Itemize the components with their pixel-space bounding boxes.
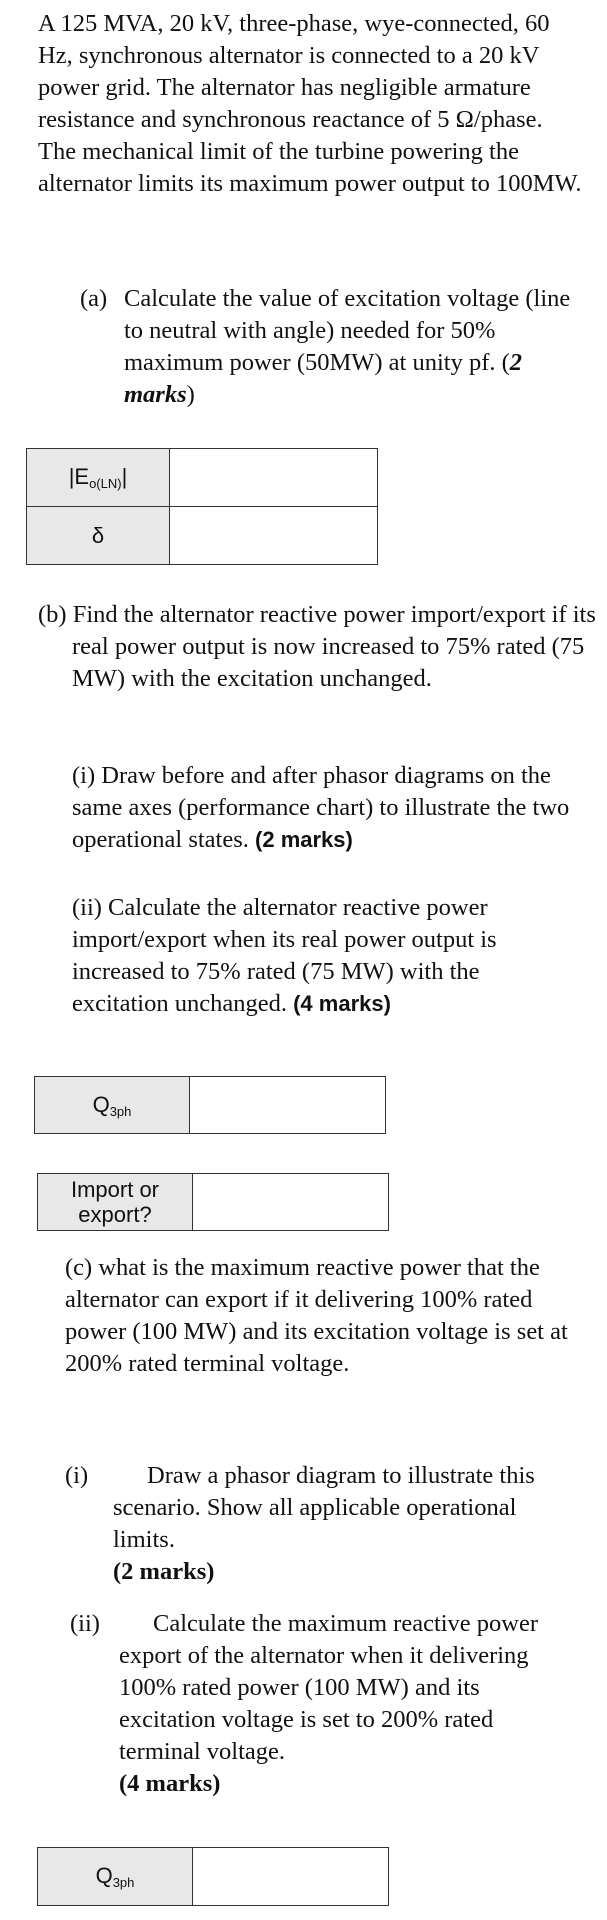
- answer-table-b-q: [34, 1076, 386, 1134]
- part-a: [80, 283, 590, 411]
- import-export-label: Import or export?: [38, 1174, 193, 1231]
- part-b-i-marks: (2 marks): [255, 827, 353, 852]
- part-b-i: (i) Draw before and after phasor diagrams on the same axes (performance chart) to illustrate the two operational states. (2 marks): [72, 762, 570, 853]
- part-c-i-label: (i): [65, 1462, 89, 1489]
- part-c-i-text: Draw a phasor diagram to illustrate this scenario. Show all applicable operational limits.: [113, 1462, 535, 1553]
- part-a-marks: 2 marks: [124, 349, 523, 408]
- problem-intro: A 125 MVA, 20 kV, three-phase, wye-connected, 60 Hz, synchronous alternator is connected to a 20 kV power grid. The alternator has negligible armature resistance and synchronous reactance of 5 Ω/phase. The mechanical limit of the turbine powering the alternator limits its maximum power output to 100MW.: [38, 10, 582, 197]
- answer-table-c-q: [37, 1847, 389, 1906]
- delta-answer-cell[interactable]: [170, 507, 378, 565]
- part-b-ii: (ii) Calculate the alternator reactive power import/export when its real power output is increased to 75% rated (75 MW) with the excitation unchanged. (4 marks): [72, 894, 497, 1017]
- part-c-ii-label: (ii): [70, 1610, 100, 1637]
- part-b-ii-marks: (4 marks): [293, 991, 391, 1016]
- import-export-answer-cell[interactable]: [193, 1174, 389, 1231]
- part-c-ii-marks: (4 marks): [119, 1770, 221, 1797]
- answer-table-b-import-export: [37, 1173, 389, 1231]
- e0-answer-cell[interactable]: [170, 449, 378, 507]
- part-c-ii-text: Calculate the maximum reactive power export of the alternator when it delivering 100% rated power (100 MW) and its excitation voltage is set to 200% rated terminal voltage.: [119, 1610, 539, 1765]
- part-c-text: (c) what is the maximum reactive power that the alternator can export if it delivering 100% rated power (100 MW) and its excitation voltage is set at 200% rated terminal voltage.: [65, 1254, 568, 1377]
- q3ph-answer-cell[interactable]: [190, 1077, 386, 1134]
- part-c-ii: [70, 1608, 580, 1800]
- delta-label: δ: [27, 507, 170, 565]
- part-c-i-marks: (2 marks): [113, 1558, 215, 1585]
- e0-label: $|E_{o(LN)}|$: [27, 449, 170, 507]
- q3ph-c-label: $Q_{3ph}$: [38, 1848, 193, 1906]
- answer-table-a: [26, 448, 378, 565]
- part-c-i: [65, 1460, 575, 1588]
- q3ph-label: $Q_{3ph}$: [35, 1077, 190, 1134]
- q3ph-c-answer-cell[interactable]: [193, 1848, 389, 1906]
- part-a-label: (a): [80, 285, 108, 312]
- part-b-text: (b) Find the alternator reactive power import/export if its real power output is now increased to 75% rated (75 MW) with the excitation unchanged.: [38, 601, 596, 692]
- part-a-text: Calculate the value of excitation voltage (line to neutral with angle) needed for 50% maximum power (50MW) at unity pf. (2 marks): [124, 285, 571, 408]
